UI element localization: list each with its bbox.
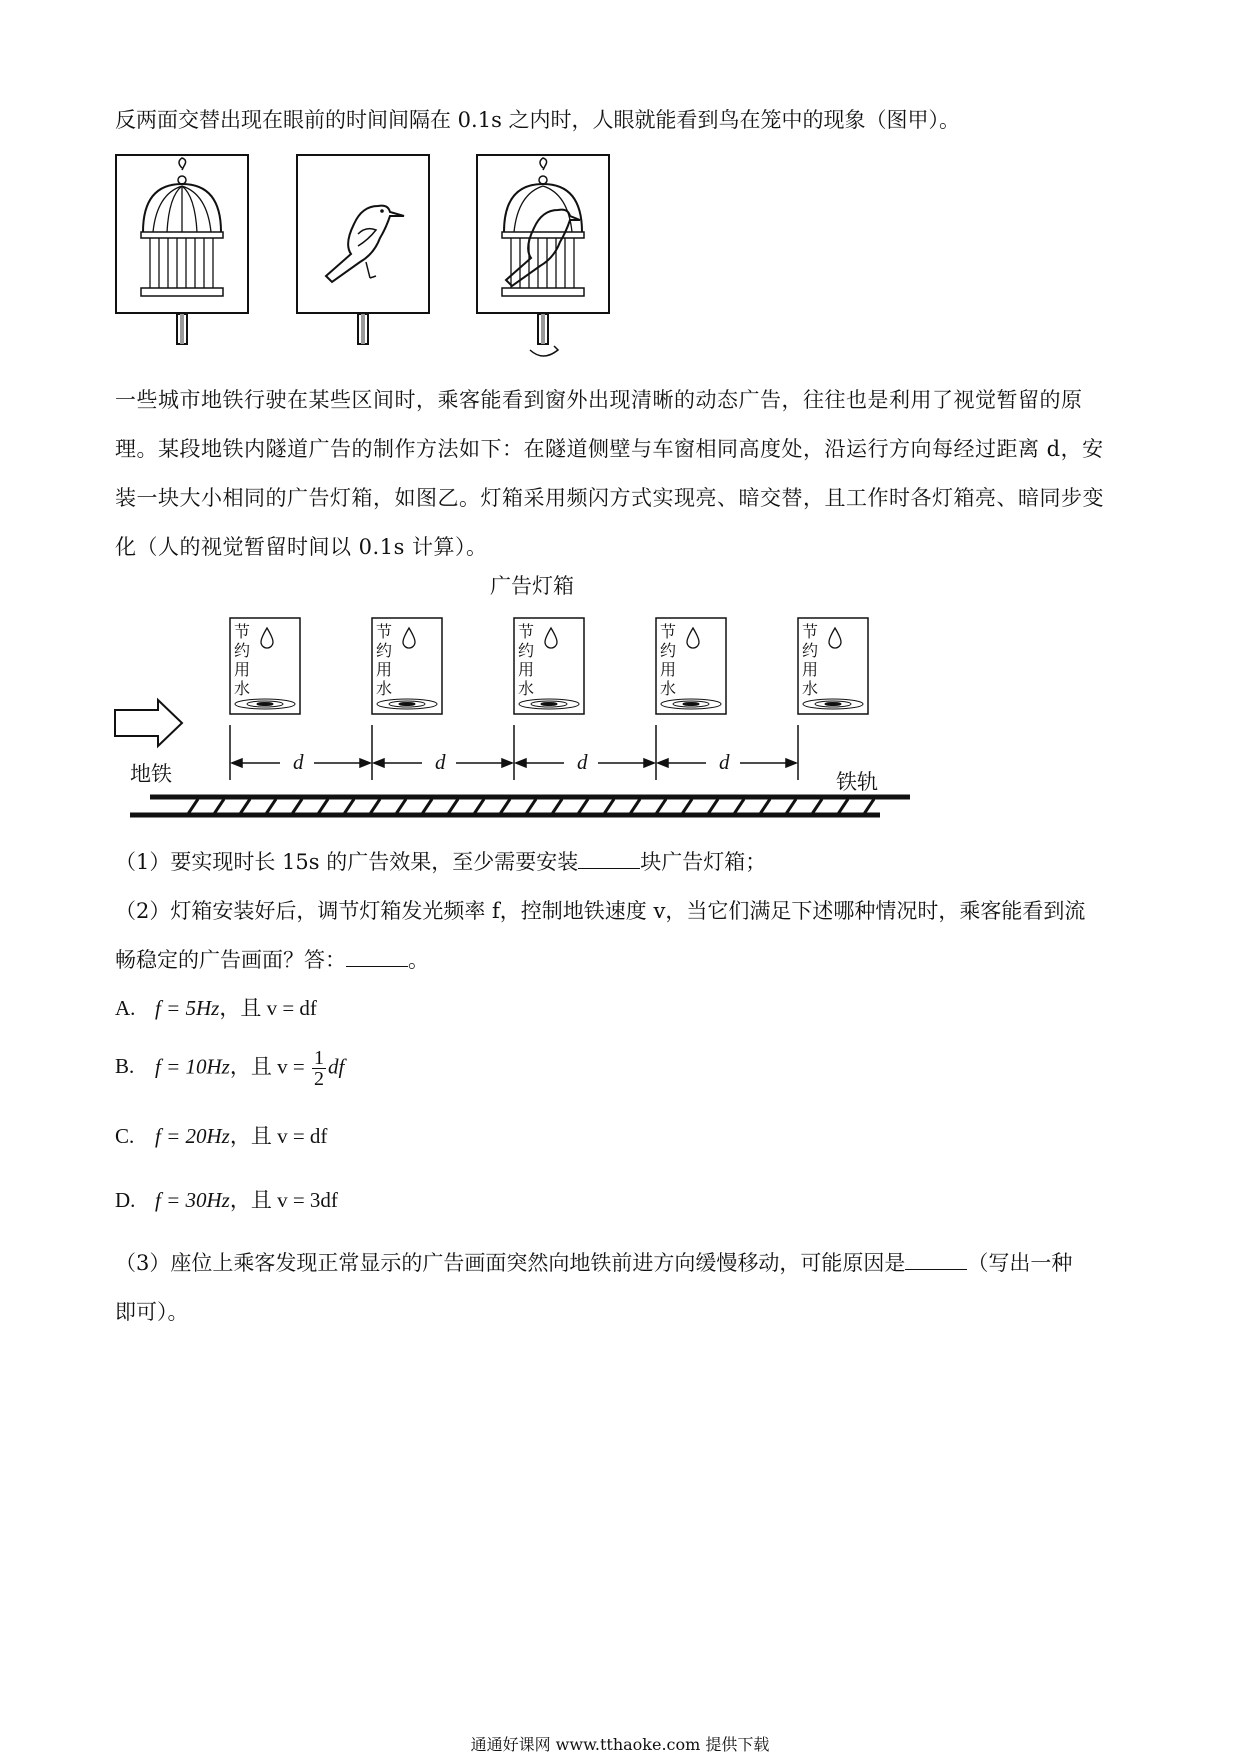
ripple-icons	[235, 699, 863, 709]
train-label: 地铁	[130, 762, 172, 786]
gap-label-3: d	[577, 750, 588, 774]
rail-ties	[188, 799, 874, 814]
ad-box-3-text: 节 约 用 水	[518, 622, 535, 698]
description-paragraph: 一些城市地铁行驶在某些区间时，乘客能看到窗外出现清晰的动态广告，往往也是利用了视觉暂留的原理。某段地铁内隧道广告的制作方法如下：在隧道侧壁与车窗相同高度处，沿运行方向每经过距离 d，安装一块大小相同的广告灯箱，如图乙。灯箱采用频闪方式实现亮、暗交替，且工作时各灯箱亮、暗同步变化（人的视觉暂留时间以 0.1s 计算）。	[115, 388, 1104, 559]
answer-blank-2[interactable]	[346, 948, 408, 967]
answer-blank-1[interactable]	[578, 850, 640, 869]
gap-label-4: d	[719, 750, 730, 774]
option-c: C. f = 20Hz，且 v = df	[115, 1124, 328, 1148]
ad-box-2-text: 节 约 用 水	[376, 622, 393, 698]
water-drop-icons	[261, 628, 841, 648]
ad-box-1-text: 节 约 用 水	[234, 622, 251, 698]
fraction-one-half: $\frac{1}{2}$	[313, 1047, 324, 1090]
gap-label-1: d	[293, 750, 304, 774]
ad-box-5-text: 节 约 用 水	[802, 622, 819, 698]
figure-b	[110, 570, 910, 830]
train-arrow-icon	[115, 700, 182, 746]
distance-markers	[230, 725, 798, 780]
page-footer: 通通好课网 www.tthaoke.com 提供下载	[470, 1735, 770, 1754]
question-1: （1）要实现时长 15s 的广告效果，至少需要安装 块广告灯箱；	[115, 850, 767, 874]
figure-b-drawing	[110, 570, 910, 830]
option-a: A. f = 5Hz，且 v = df	[115, 996, 317, 1020]
option-d: D. f = 30Hz，且 v = 3df	[115, 1188, 338, 1212]
option-b: B. f = 10Hz，且 v = $\frac{1}{2}$ df	[115, 1047, 345, 1090]
question-3-line-1: （3）座位上乘客发现正常显示的广告画面突然向地铁前进方向缓慢移动，可能原因是 （写出一种	[115, 1251, 1073, 1275]
question-3-line-2: 即可）。	[115, 1300, 189, 1324]
answer-blank-3[interactable]	[905, 1251, 967, 1270]
question-2-line-2: 畅稳定的广告画面？答： 。	[115, 948, 429, 972]
figure-b-title: 广告灯箱	[490, 574, 574, 598]
intro-line: 反两面交替出现在眼前的时间间隔在 0.1s 之内时，人眼就能看到鸟在笼中的现象（图甲）。	[115, 108, 961, 132]
question-2-line-1: （2）灯箱安装好后，调节灯箱发光频率 f，控制地铁速度 v，当它们满足下述哪种情况时，乘客能看到流	[115, 899, 1086, 923]
gap-label-2: d	[435, 750, 446, 774]
rail-label: 铁轨	[836, 770, 878, 794]
ad-box-4-text: 节 约 用 水	[660, 622, 677, 698]
